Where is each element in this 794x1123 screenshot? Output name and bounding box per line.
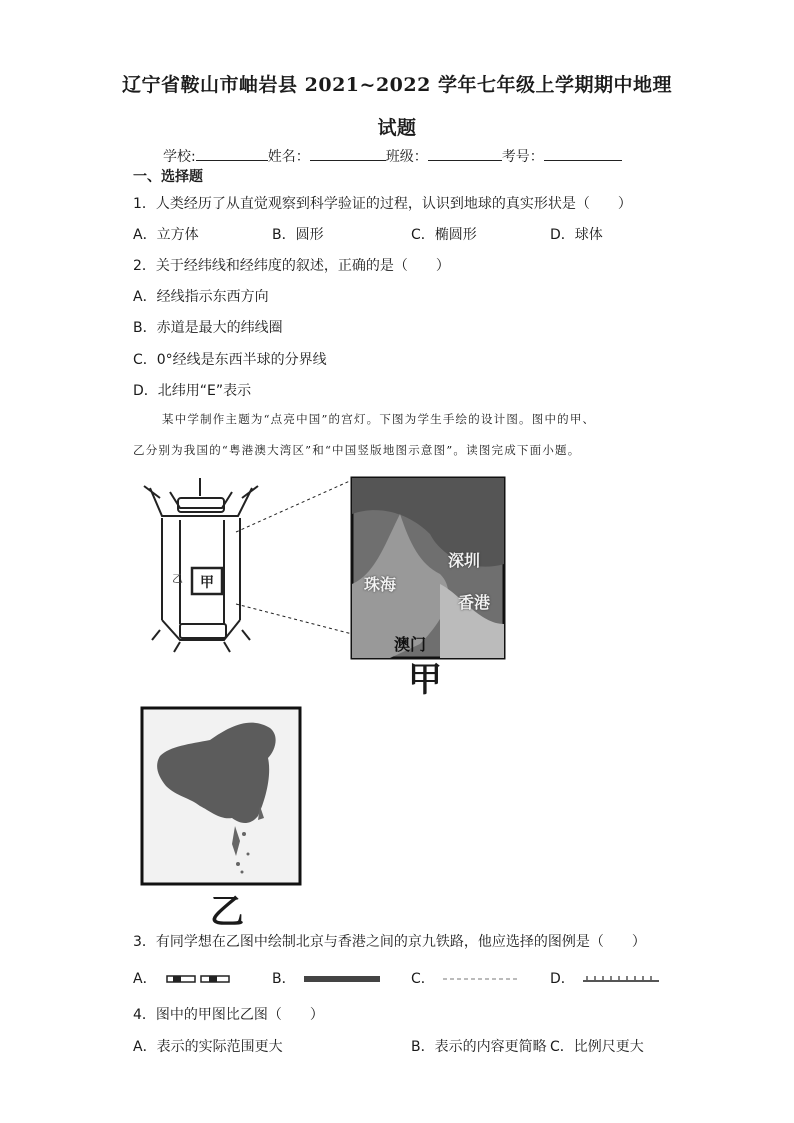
q1-option-c[interactable]: C．椭圆形 — [411, 227, 477, 243]
question-4-stem: 4．图中的甲图比乙图（ ） — [133, 1007, 324, 1023]
caption-yi: 乙 — [210, 892, 244, 932]
passage-line-2: 乙分别为我国的“粤港澳大湾区”和“中国竖版地图示意图”。读图完成下面小题。 — [133, 443, 581, 457]
q2-option-a[interactable]: A．经线指示东西方向 — [133, 289, 269, 305]
q2-option-d[interactable]: D．北纬用“E”表示 — [133, 383, 252, 399]
student-info-line — [163, 146, 622, 166]
question-1-stem: 1．人类经历了从直觉观察到科学验证的过程，认识到地球的真实形状是（ ） — [133, 196, 632, 212]
q1-option-a[interactable]: A．立方体 — [133, 227, 199, 243]
q1-option-d[interactable]: D．球体 — [550, 227, 603, 243]
school-field[interactable] — [196, 147, 268, 161]
lantern-yi-label: 乙 — [172, 572, 183, 585]
lantern-icon — [144, 478, 352, 652]
legend-road-symbol-icon — [300, 973, 384, 985]
page-title: 辽宁省鞍山市岫岩县 2021~2022 学年七年级上学期期中地理 — [122, 74, 672, 96]
map-label-hongkong: 香港 — [458, 593, 491, 612]
q2-option-b[interactable]: B．赤道是最大的纬线圈 — [133, 320, 283, 336]
q3-option-d-label: D． — [550, 971, 575, 987]
section-heading: 一、选择题 — [133, 169, 203, 185]
china-map-figure — [140, 706, 304, 886]
exam-no-label: 考号： — [501, 149, 544, 165]
name-field[interactable] — [310, 147, 386, 161]
q3-option-c-label: C． — [411, 971, 435, 987]
school-label: 学校: — [163, 149, 196, 165]
map-label-shenzhen: 深圳 — [448, 551, 481, 570]
page-title-line2: 试题 — [377, 117, 417, 139]
q4-option-c[interactable]: C．比例尺更大 — [550, 1039, 644, 1055]
legend-dashed-line-icon — [439, 973, 523, 985]
class-field[interactable] — [428, 147, 502, 161]
q3-option-a-label: A． — [133, 971, 157, 987]
caption-jia: 甲 — [408, 660, 442, 700]
lantern-jia-label: 甲 — [200, 575, 214, 591]
q3-option-b[interactable] — [272, 968, 384, 988]
q4-option-a[interactable]: A．表示的实际范围更大 — [133, 1039, 283, 1055]
map-label-zhuhai: 珠海 — [364, 575, 397, 594]
q3-option-a[interactable] — [133, 968, 233, 988]
name-label: 姓名： — [267, 149, 310, 165]
q2-option-c[interactable]: C．0°经线是东西半球的分界线 — [133, 352, 327, 368]
class-label: 班级： — [385, 149, 428, 165]
lantern-figure — [140, 474, 510, 692]
question-2-stem: 2．关于经纬线和经纬度的叙述，正确的是（ ） — [133, 258, 450, 274]
legend-boundary-line-icon — [579, 973, 663, 985]
q3-option-c[interactable] — [411, 968, 523, 988]
question-3-stem: 3．有同学想在乙图中绘制北京与香港之间的京九铁路，他应选择的图例是（ ） — [133, 934, 646, 950]
passage-line-1: 某中学制作主题为“点亮中国”的宫灯。下图为学生手绘的设计图。图中的甲、 — [162, 412, 596, 426]
map-label-macau: 澳门 — [394, 635, 427, 654]
q3-option-d[interactable] — [550, 968, 663, 988]
exam-no-field[interactable] — [544, 147, 622, 161]
q3-option-b-label: B． — [272, 971, 296, 987]
legend-railway-symbol-icon — [161, 973, 233, 985]
q1-option-b[interactable]: B．圆形 — [272, 227, 324, 243]
q4-option-b[interactable]: B．表示的内容更简略 — [411, 1039, 547, 1055]
